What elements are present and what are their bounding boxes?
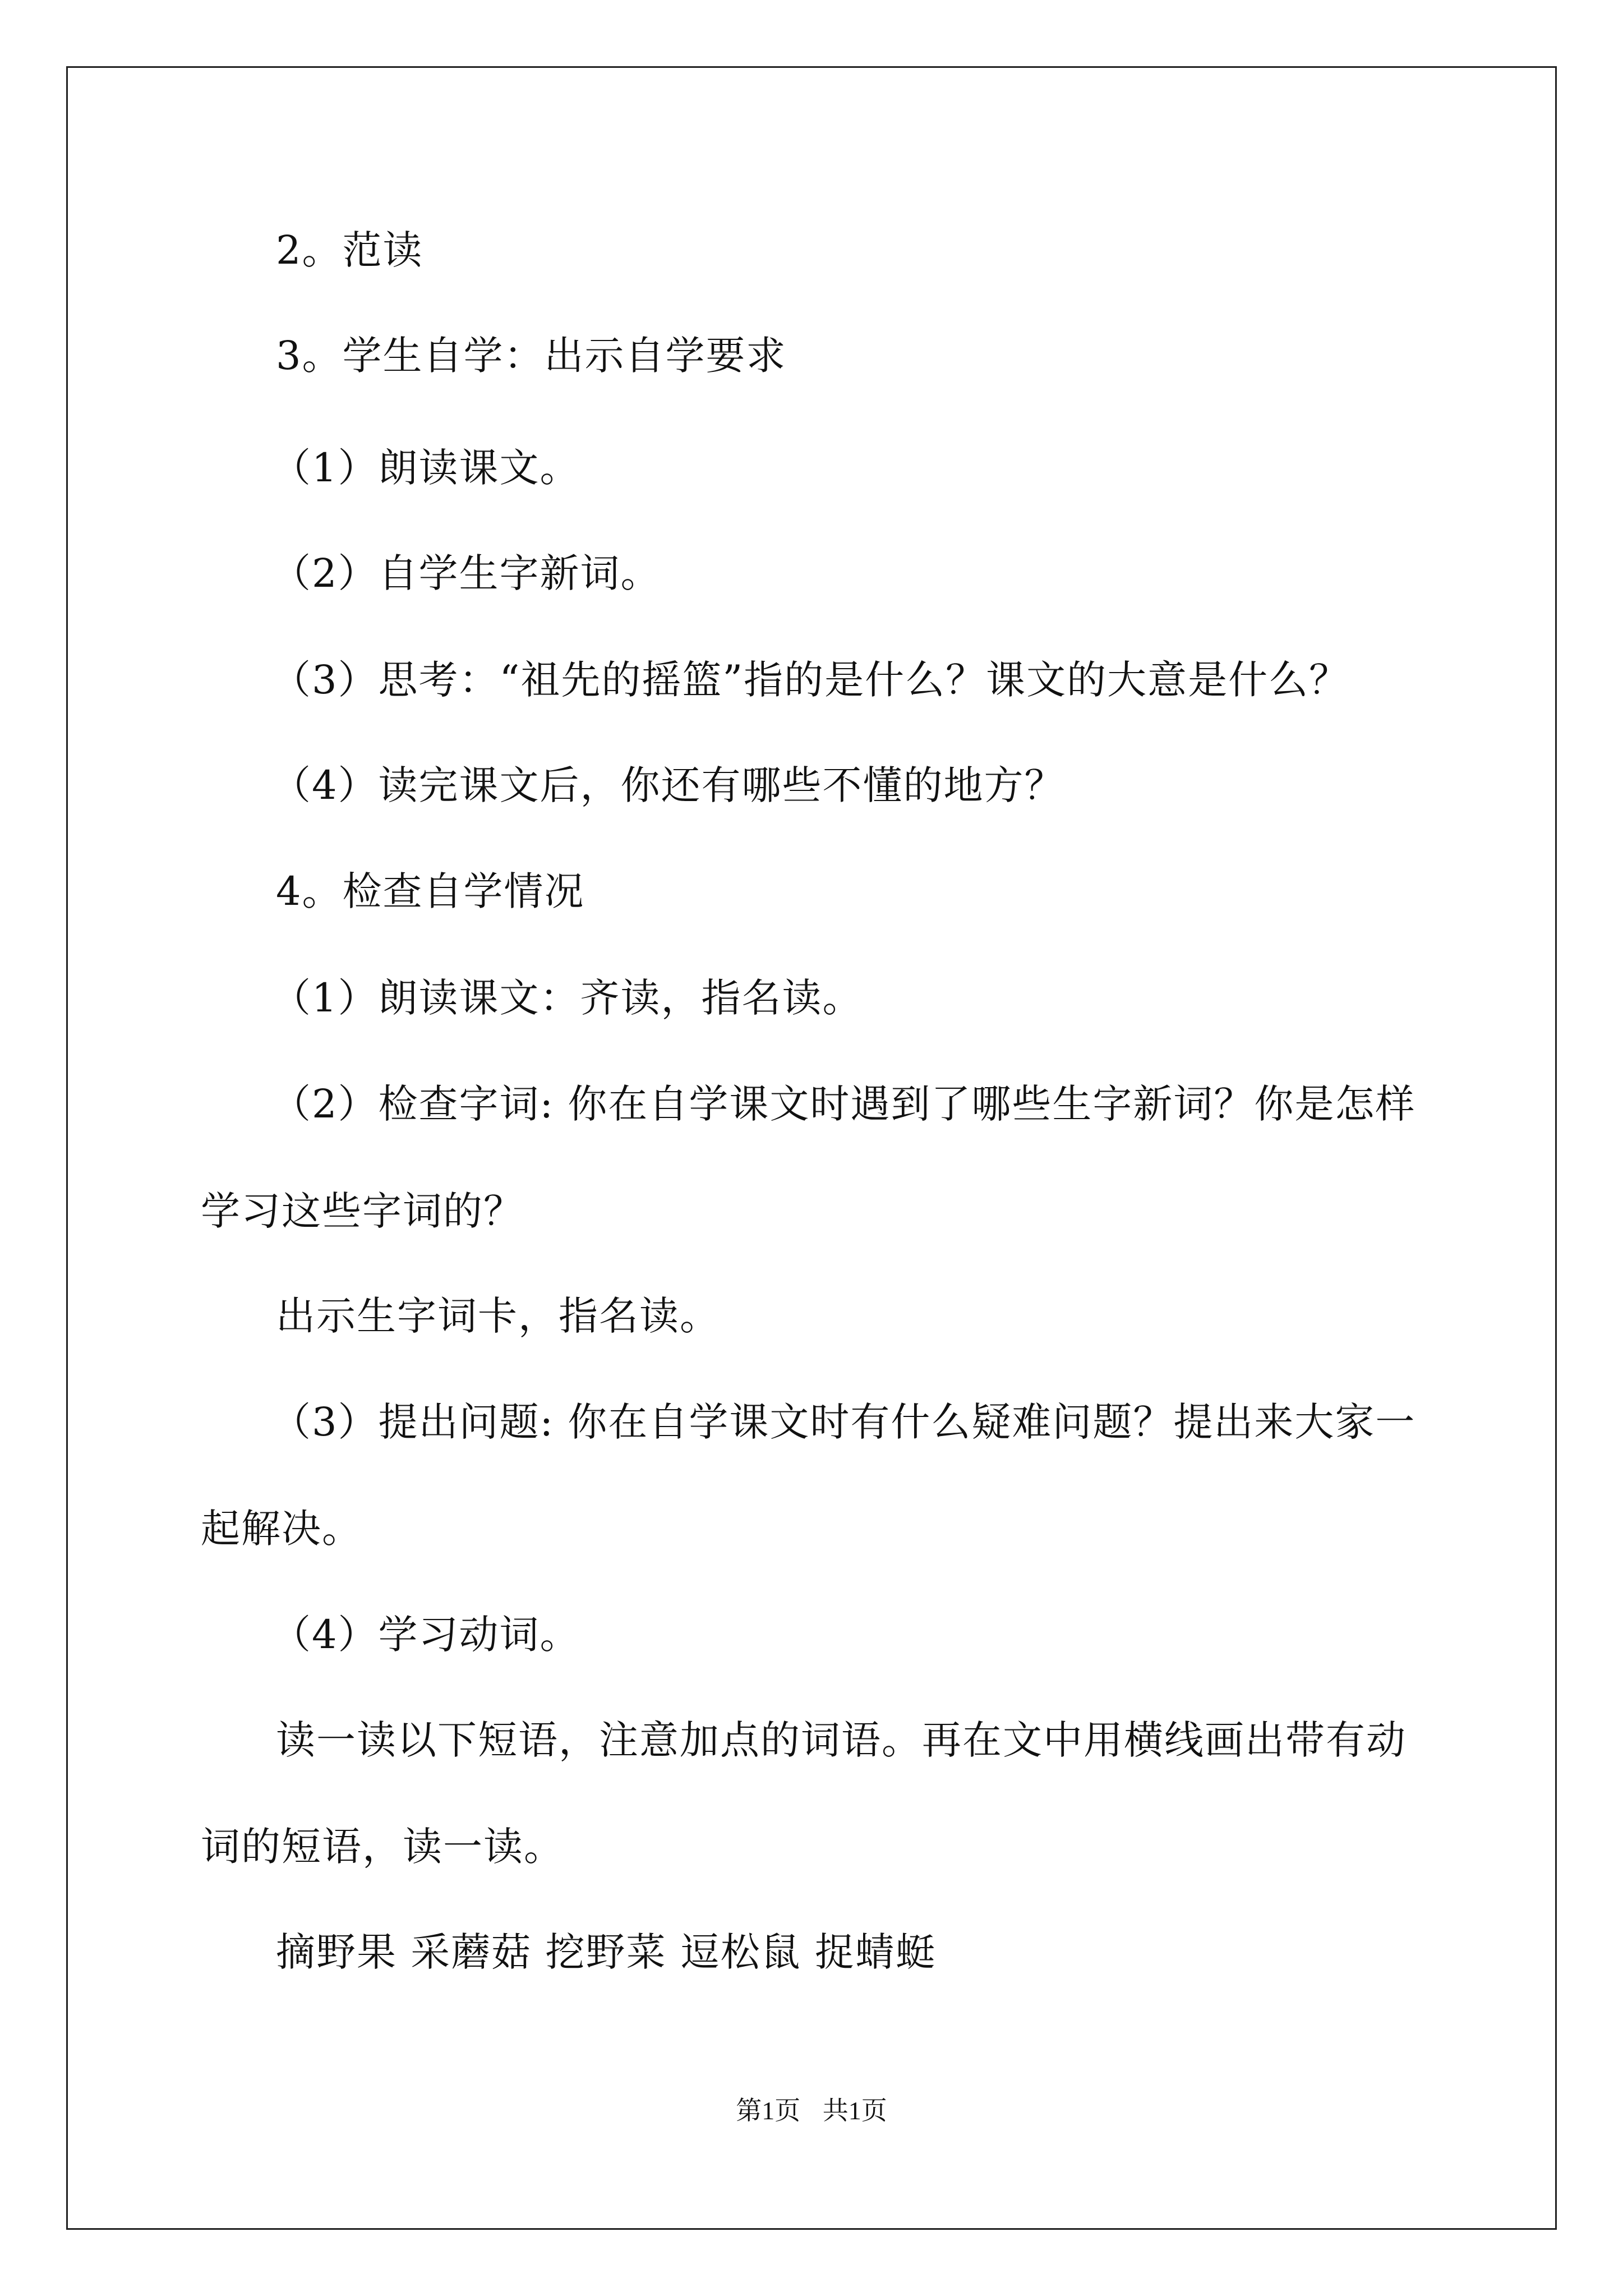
text-line: 2。范读 [276, 227, 423, 273]
page-footer [0, 2094, 1623, 2128]
page-frame [66, 66, 1557, 2230]
text-line: 词的短语，读一读。 [201, 1824, 564, 1870]
text-line: （4）学习动词。 [271, 1612, 580, 1658]
text-line: （4）读完课文后，你还有哪些不懂的地方？ [271, 762, 1065, 808]
text-line: （1）朗读课文：齐读，指名读。 [271, 975, 863, 1021]
text-line: （3）思考：“祖先的摇篮”指的是什么？课文的大意是什么？ [271, 657, 1350, 703]
text-line: 学习这些字词的？ [201, 1188, 524, 1234]
text-line: （1）朗读课文。 [271, 445, 580, 491]
text-line: 4。检查自学情况 [276, 868, 585, 914]
text-line: 3。学生自学：出示自学要求 [276, 333, 787, 379]
text-line: （2）自学生字新词。 [271, 550, 661, 596]
text-line: （3）提出问题: 你在自学课文时有什么疑难问题？提出来大家一 [271, 1399, 1416, 1445]
text-line: 读一读以下短语，注意加点的词语。再在文中用横线画出带有动 [276, 1717, 1407, 1763]
text-line: 起解决。 [201, 1506, 362, 1552]
page-number-total: 共1页 [822, 2096, 887, 2125]
text-line: 摘野果 采蘑菇 挖野菜 逗松鼠 捉蜻蜓 [276, 1929, 937, 1975]
text-line: 出示生字词卡，指名读。 [276, 1293, 720, 1339]
text-line: （2）检查字词: 你在自学课文时遇到了哪些生字新词？你是怎样 [271, 1081, 1416, 1127]
page-number-current: 第1页 [736, 2096, 801, 2125]
